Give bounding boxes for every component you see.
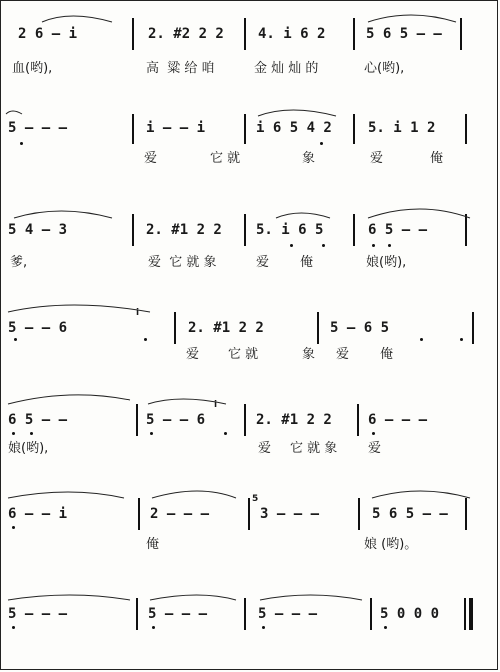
- octave-dot: [388, 244, 391, 247]
- octave-dot: [320, 142, 323, 145]
- grace-note: i: [214, 400, 218, 410]
- grace-note: i: [136, 308, 140, 318]
- lyric: 爱: [186, 347, 200, 362]
- octave-dot: [12, 526, 15, 529]
- lyric: 它 就: [210, 151, 241, 166]
- barline: [465, 214, 467, 246]
- measure-18: 2. #1 2 2: [256, 412, 332, 428]
- octave-dot: [322, 244, 325, 247]
- lyric: 爱: [370, 151, 384, 166]
- barline: [136, 598, 138, 630]
- lyric: 爱: [368, 441, 382, 456]
- lyric: 它 就 象: [290, 441, 338, 456]
- lyric: 爱: [336, 347, 350, 362]
- lyric: 娘 (哟)。: [364, 537, 418, 552]
- octave-dot: [290, 244, 293, 247]
- measure-8: 5. i 1 2: [368, 120, 436, 136]
- measure-3: 4. i 6 2: [258, 26, 326, 42]
- lyric: 爱: [144, 151, 158, 166]
- measure-7: i 6 5 4 2: [256, 120, 332, 136]
- system-1-notes: [0, 24, 500, 48]
- system-2-lyrics: [0, 150, 500, 174]
- lyric: 象: [302, 347, 316, 362]
- barline: [244, 598, 246, 630]
- system-5-notes: [0, 410, 500, 434]
- measure-27: 5 0 0 0: [380, 606, 440, 622]
- octave-dot: [30, 432, 33, 435]
- barline: [132, 114, 134, 144]
- barline: [317, 312, 319, 344]
- octave-dot: [420, 338, 423, 341]
- measure-12: 6 5 – –: [368, 222, 428, 238]
- barline: [370, 598, 372, 630]
- measure-10: 2. #1 2 2: [146, 222, 222, 238]
- octave-dot: [460, 338, 463, 341]
- system-6-notes: [0, 504, 500, 528]
- measure-23: 5 6 5 – –: [372, 506, 448, 522]
- octave-dot: [150, 432, 153, 435]
- measure-5: 5 – – –: [8, 120, 68, 136]
- measure-14: 2. #1 2 2: [188, 320, 264, 336]
- barline: [244, 214, 246, 246]
- measure-16: 6 5 – –: [8, 412, 68, 428]
- lyric: 爱: [256, 255, 270, 270]
- octave-dot: [20, 142, 23, 145]
- lyric: 血(哟),: [12, 61, 53, 76]
- system-6-lyrics: [0, 536, 500, 560]
- barline: [132, 214, 134, 246]
- octave-dot: [144, 338, 147, 341]
- system-5-lyrics: [0, 440, 500, 464]
- measure-6: i – – i: [146, 120, 206, 136]
- measure-21: 2 – – –: [150, 506, 210, 522]
- lyric: 它 就: [228, 347, 259, 362]
- measure-11: 5. i 6 5: [256, 222, 324, 238]
- barline: [136, 404, 138, 436]
- barline: [460, 18, 462, 50]
- lyric: 象: [302, 151, 316, 166]
- octave-dot: [262, 626, 265, 629]
- octave-dot: [372, 432, 375, 435]
- barline: [465, 498, 467, 530]
- barline: [248, 498, 250, 530]
- barline: [244, 404, 246, 436]
- measure-22: 3 – – –: [260, 506, 320, 522]
- measure-24: 5 – – –: [8, 606, 68, 622]
- barline: [465, 114, 467, 144]
- octave-dot: [12, 626, 15, 629]
- barline: [353, 114, 355, 144]
- barline: [353, 214, 355, 246]
- final-barline-thin: [464, 598, 466, 630]
- lyric: 爹,: [10, 255, 28, 270]
- barline: [132, 18, 134, 50]
- system-4-notes: [0, 318, 500, 342]
- lyric: 俺: [430, 151, 444, 166]
- system-3-lyrics: [0, 254, 500, 278]
- octave-dot: [384, 626, 387, 629]
- system-3-notes: [0, 220, 500, 244]
- octave-dot: [152, 626, 155, 629]
- measure-15: 5 – 6 5: [330, 320, 390, 336]
- measure-2: 2. #2 2 2: [148, 26, 224, 42]
- barline: [244, 18, 246, 50]
- octave-dot: [14, 338, 17, 341]
- barline: [357, 404, 359, 436]
- barline: [358, 498, 360, 530]
- barline: [174, 312, 176, 344]
- octave-dot: [12, 432, 15, 435]
- lyric: 俺: [300, 255, 314, 270]
- measure-17: 5 – – 6: [146, 412, 206, 428]
- system-2-notes: [0, 118, 500, 142]
- system-1-lyrics: [0, 60, 500, 84]
- barline: [244, 114, 246, 144]
- system-4-lyrics: [0, 346, 500, 370]
- octave-dot: [372, 244, 375, 247]
- measure-19: 6 – – –: [368, 412, 428, 428]
- measure-26: 5 – – –: [258, 606, 318, 622]
- system-7-notes: [0, 604, 500, 628]
- lyric: 俺: [146, 537, 160, 552]
- measure-13: 5 – – 6: [8, 320, 68, 336]
- lyric: 高 粱 给 咱: [146, 61, 215, 76]
- measure-20: 6 – – i: [8, 506, 68, 522]
- lyric: 俺: [380, 347, 394, 362]
- lyric: 心(哟),: [364, 61, 405, 76]
- octave-dot: [224, 432, 227, 435]
- barline: [353, 18, 355, 50]
- grace-note: 5: [252, 494, 259, 504]
- barline: [472, 312, 474, 344]
- measure-9: 5 4 – 3: [8, 222, 68, 238]
- measure-4: 5 6 5 – –: [366, 26, 442, 42]
- measure-25: 5 – – –: [148, 606, 208, 622]
- lyric: 爱: [258, 441, 272, 456]
- barline: [138, 498, 140, 530]
- lyric: 爱 它 就 象: [148, 255, 217, 270]
- lyric: 金 灿 灿 的: [254, 61, 319, 76]
- lyric: 娘(哟),: [8, 441, 49, 456]
- measure-1: 2 6 – i: [18, 26, 78, 42]
- lyric: 娘(哟),: [366, 255, 407, 270]
- final-barline-thick: [469, 598, 473, 630]
